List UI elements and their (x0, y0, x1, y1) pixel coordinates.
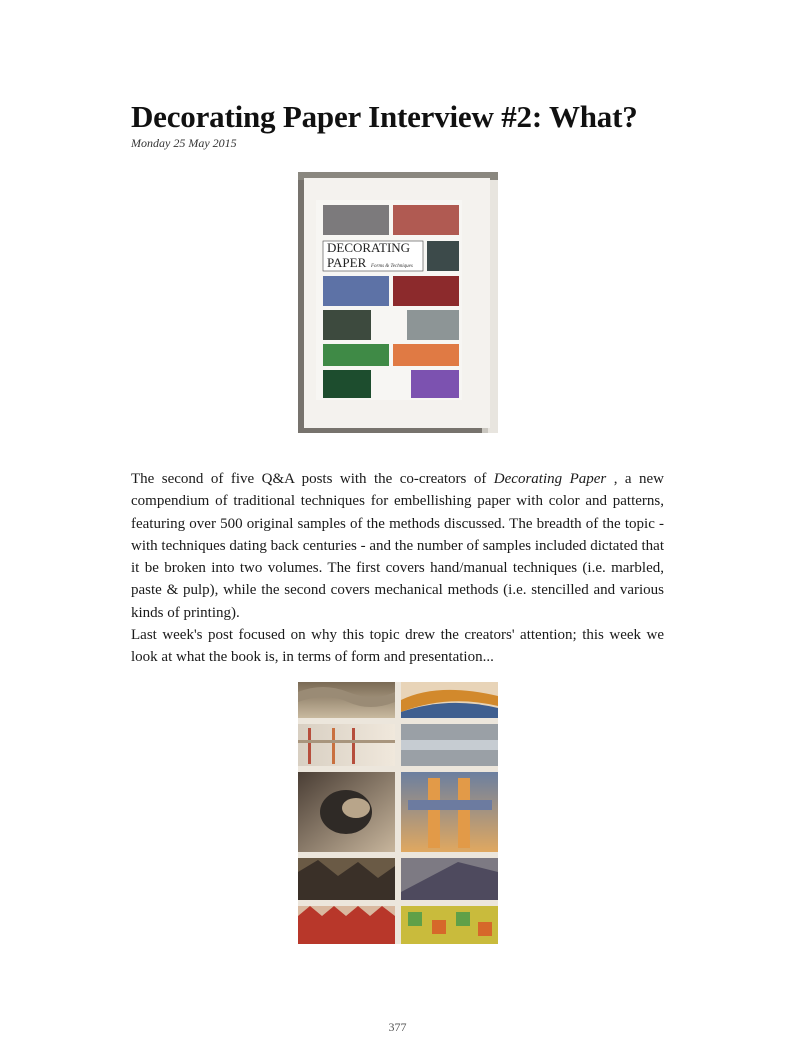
cover-title-text: DECORATING (327, 240, 411, 255)
book-cover-photo (298, 172, 498, 433)
article-body (131, 468, 664, 669)
cover-subtitle-text: Forms & Techniques (371, 264, 413, 269)
paragraph-followup: Last week's post focused on why this topic drew the creators' attention; this week we look at what the book is, in terms of form and presentation... (131, 627, 664, 666)
post-title: Decorating Paper Interview #2: What? (131, 99, 638, 134)
book-title-reference: Decorating Paper (493, 471, 607, 487)
book-cover-illustration (298, 172, 498, 433)
paragraph-intro-rest: , a new compendium of traditional techniques for embellishing paper with color and patterns, featuring over 500 original samples of the methods discussed. The breadth of the topic - with techniques dating back centuries - and the number of samples included dictated that it be broken into two volumes. The first covers hand/manual techniques (i.e. marbled, paste & pulp), while the second covers mechanical methods (i.e. stencilled and various kinds of printing). (131, 471, 664, 621)
post-date: Monday 25 May 2015 (131, 136, 237, 150)
page-number: 377 (388, 1020, 407, 1034)
cover-title-text-2: PAPER (327, 255, 367, 270)
paper-samples-photo (298, 682, 498, 944)
paragraph-intro-lead: The second of five Q&A posts with the co-creators of (131, 471, 494, 487)
paper-samples-illustration (298, 682, 498, 944)
paragraph-intro (131, 468, 664, 624)
